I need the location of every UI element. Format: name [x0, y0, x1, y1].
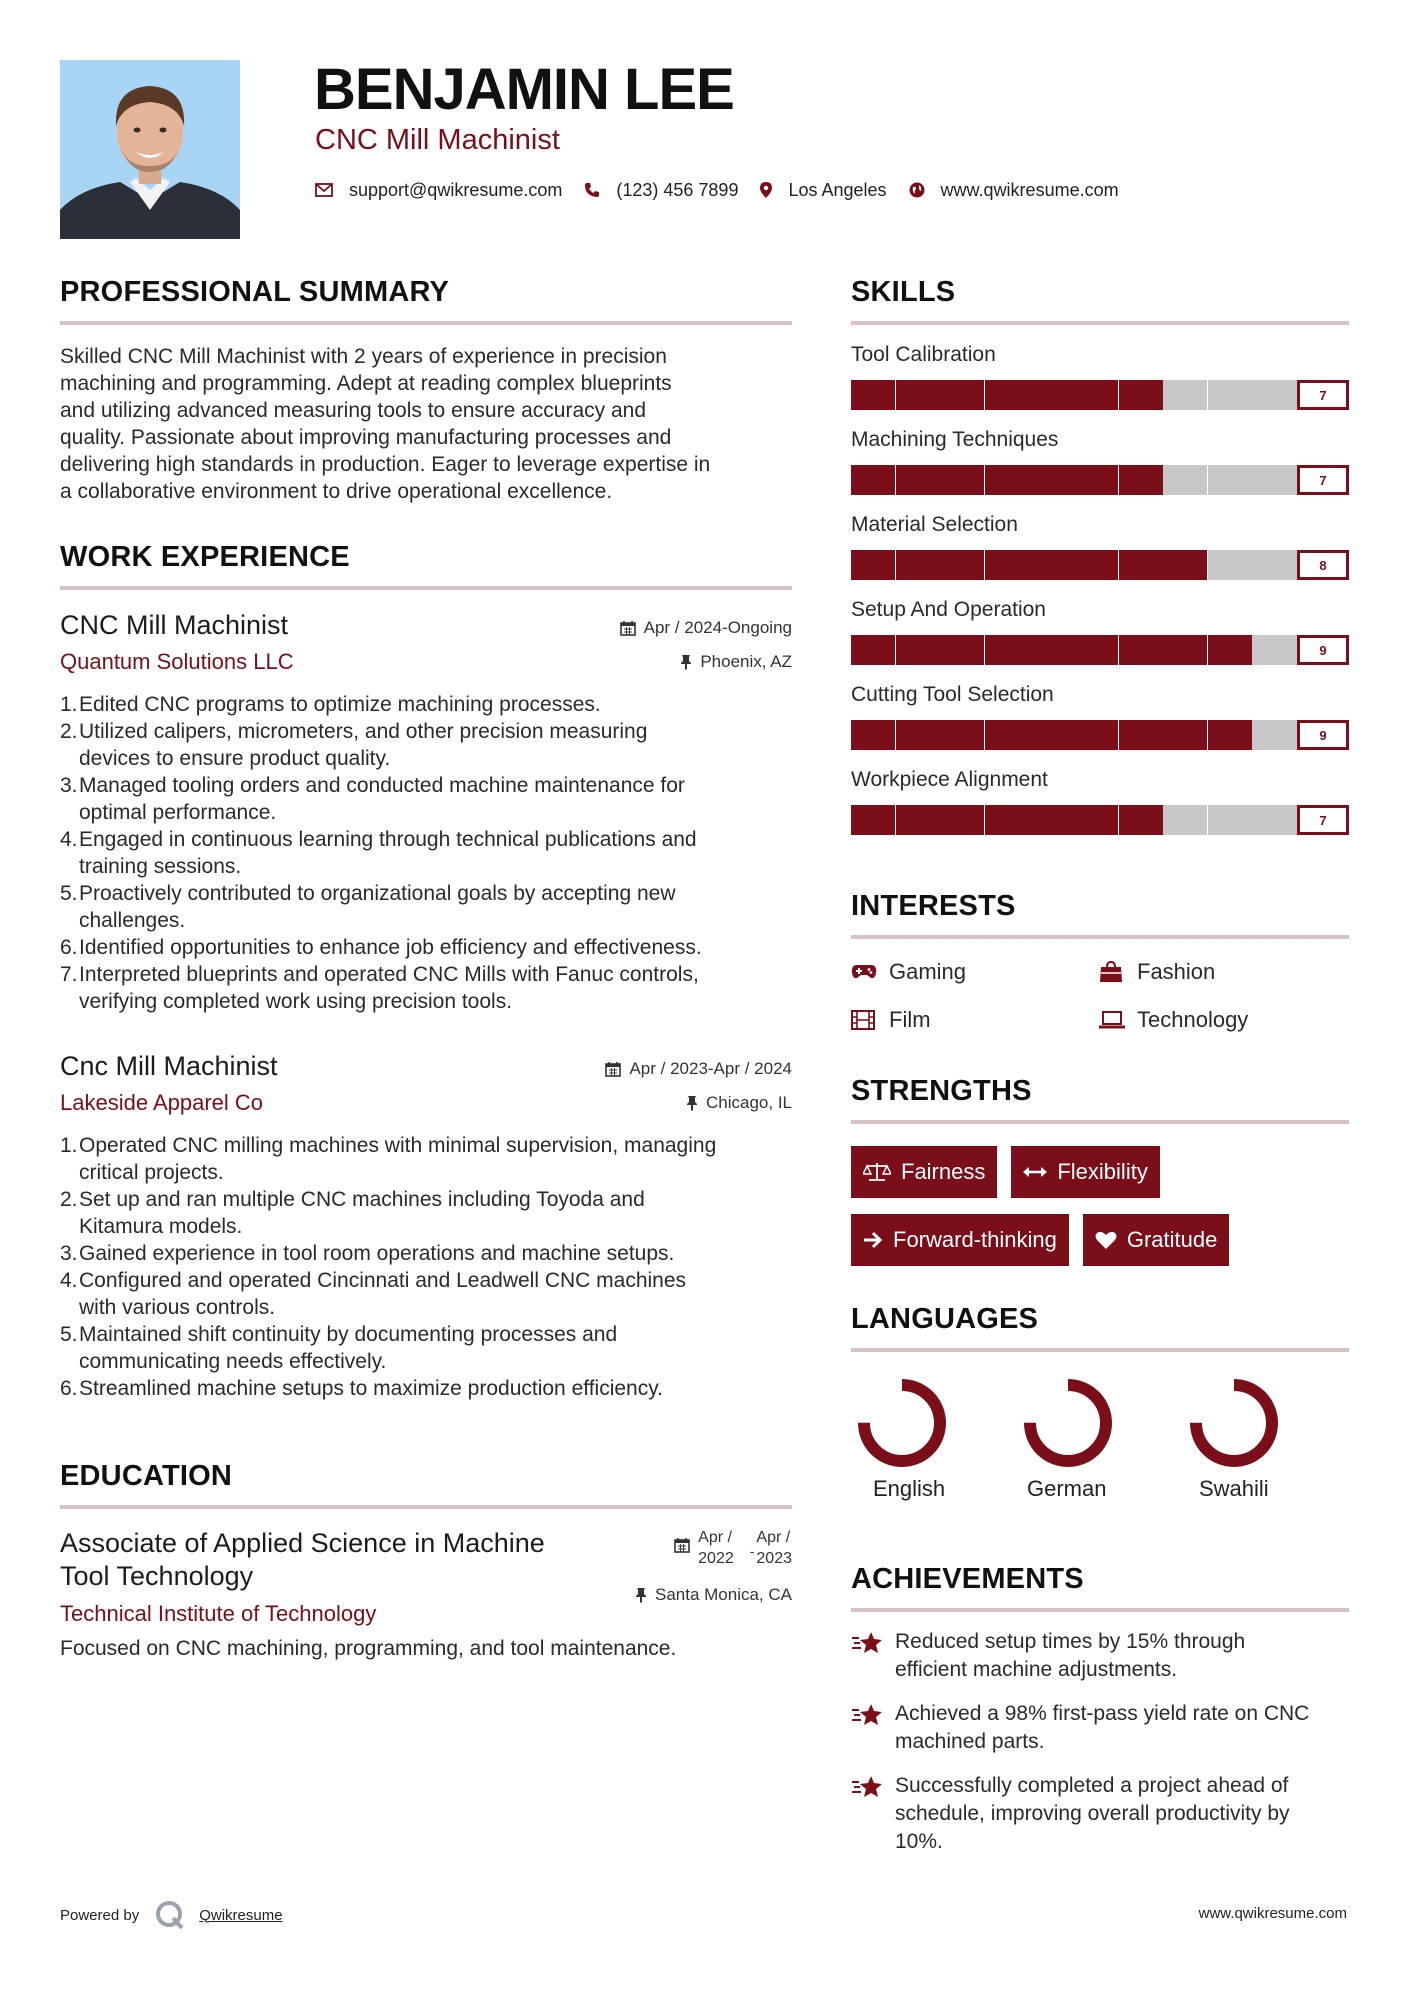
skill-segment-filled [940, 635, 984, 665]
skill-segment-empty [1252, 805, 1296, 835]
education-location [635, 1585, 792, 1605]
skill-segment-filled [851, 550, 895, 580]
heart-icon [1095, 1230, 1117, 1250]
strengths-heading: STRENGTHS [851, 1075, 1032, 1107]
experience-section [60, 541, 792, 1402]
email-text: support@qwikresume.com [349, 179, 563, 200]
skill-segment-filled [1029, 805, 1073, 835]
star-award-icon [851, 1700, 885, 1756]
skill-level-bar [851, 805, 1349, 835]
skill-segment-filled [1074, 635, 1118, 665]
language-level-arc [864, 1385, 940, 1461]
summary-line: machining and programming. Adept at reading complex blueprints [60, 372, 672, 395]
skill-segment-filled [896, 805, 940, 835]
skill-name: Workpiece Alignment [851, 768, 1048, 791]
list-item: challenges. [79, 909, 186, 932]
skill-segment-filled [1074, 465, 1118, 495]
job-dates-text: Apr / 2024-Ongoing [643, 618, 792, 637]
skill-segment-filled [896, 720, 940, 750]
interest-item [1099, 1007, 1349, 1033]
list-item: 3. Managed tooling orders and conducted machine maintenance for [60, 774, 685, 797]
end-year: 2023 [756, 1550, 792, 1567]
achievement-item [851, 1700, 1349, 1756]
list-item: 1. Operated CNC milling machines with minimal supervision, managing [60, 1134, 717, 1157]
section-divider [851, 1348, 1349, 1352]
footer-powered-by [60, 1900, 283, 1930]
skill-segment-empty [1163, 380, 1207, 410]
section-divider [851, 321, 1349, 325]
language-level-arc [1030, 1385, 1106, 1461]
skill-segment-filled [896, 635, 940, 665]
date-separator: - [749, 1543, 755, 1559]
strength-chip [851, 1146, 997, 1198]
skill-segment-empty [1252, 550, 1296, 580]
phone-icon [584, 182, 600, 198]
strength-chip [1011, 1146, 1159, 1198]
job-role: CNC Mill Machinist [60, 610, 289, 640]
strength-chip [851, 1214, 1069, 1266]
skill-segment-empty [1208, 465, 1252, 495]
start-year: 2022 [698, 1550, 734, 1567]
skill-segment-filled [985, 465, 1029, 495]
degree-title [60, 1527, 545, 1593]
shopping-bag-icon [1099, 961, 1127, 983]
skill-segment-empty [1252, 720, 1296, 750]
interest-label: Film [889, 1007, 931, 1032]
qwikresume-logo-icon [155, 1900, 185, 1930]
language-level-arc [1196, 1385, 1272, 1461]
list-item: devices to ensure product quality. [79, 747, 391, 770]
skill-segment-filled [1029, 380, 1073, 410]
end-month: Apr / [756, 1529, 791, 1546]
language-level-ring [1023, 1378, 1113, 1468]
location-text: Los Angeles [788, 179, 887, 200]
pushpin-icon [686, 1095, 698, 1111]
skill-segment-filled [985, 550, 1029, 580]
skill-segment-filled [1208, 635, 1252, 665]
skill-segment-filled [896, 550, 940, 580]
candidate-title: CNC Mill Machinist [315, 124, 560, 156]
achievement-line: efficient machine adjustments. [895, 1658, 1178, 1681]
strength-label: Forward-thinking [893, 1227, 1057, 1252]
job-dates-text: Apr / 2023-Apr / 2024 [629, 1059, 792, 1078]
skill-item [851, 343, 1349, 410]
job-dates [620, 618, 792, 638]
interest-label: Fashion [1137, 959, 1216, 984]
job-dates [605, 1059, 792, 1079]
section-divider [60, 586, 792, 590]
list-item: 6. Streamlined machine setups to maximize production efficiency. [60, 1377, 664, 1400]
interest-item [851, 1007, 1099, 1033]
list-item: communicating needs effectively. [79, 1350, 387, 1373]
skill-item [851, 598, 1349, 665]
interest-label: Technology [1137, 1007, 1249, 1032]
job-company: Quantum Solutions LLC [60, 649, 294, 674]
skill-segment-filled [1119, 465, 1163, 495]
skills-section [851, 276, 1349, 835]
strength-label: Flexibility [1057, 1159, 1148, 1184]
skill-level-bar [851, 380, 1349, 410]
language-level-ring [857, 1378, 947, 1468]
skill-segment-filled [1163, 635, 1207, 665]
language-item [851, 1378, 1017, 1502]
interest-item [1099, 959, 1349, 985]
gamepad-icon [851, 964, 879, 980]
job-role: Cnc Mill Machinist [60, 1051, 278, 1081]
arrow-right-icon [863, 1231, 883, 1249]
globe-icon [909, 182, 925, 198]
list-item: 1. Edited CNC programs to optimize machining processes. [60, 693, 601, 716]
languages-list [851, 1378, 1349, 1502]
phone-text: (123) 456 7899 [616, 179, 739, 200]
contact-phone[interactable] [584, 180, 738, 201]
profile-photo [60, 60, 240, 239]
skill-level-bar [851, 550, 1349, 580]
skill-segment-filled [1119, 550, 1163, 580]
footer-website-link[interactable]: www.qwikresume.com [1198, 1905, 1347, 1922]
language-item [1017, 1378, 1183, 1502]
summary-heading: PROFESSIONAL SUMMARY [60, 276, 450, 308]
skill-segment-filled [1029, 465, 1073, 495]
interests-list [851, 959, 1349, 1033]
job-bullets [60, 1132, 792, 1402]
skill-level-badge: 8 [1297, 550, 1349, 580]
list-item: 5. Maintained shift continuity by documenting processes and [60, 1323, 618, 1346]
job-company: Lakeside Apparel Co [60, 1090, 264, 1115]
website-text: www.qwikresume.com [940, 179, 1119, 200]
list-item: Kitamura models. [79, 1215, 243, 1238]
skill-segment-filled [1208, 720, 1252, 750]
languages-heading: LANGUAGES [851, 1303, 1039, 1335]
skill-segment-filled [985, 380, 1029, 410]
achievement-item [851, 1628, 1349, 1684]
star-award-icon [851, 1772, 885, 1856]
interest-item [851, 959, 1099, 985]
skill-segment-filled [940, 720, 984, 750]
film-icon [851, 1010, 879, 1030]
strength-label: Gratitude [1126, 1227, 1218, 1252]
skill-item [851, 683, 1349, 750]
star-award-icon [851, 1628, 885, 1684]
education-heading: EDUCATION [60, 1460, 233, 1492]
skill-segment-filled [896, 380, 940, 410]
summary-text [60, 343, 792, 505]
list-item: with various controls. [79, 1296, 276, 1319]
skill-segment-empty [1163, 465, 1207, 495]
skill-segment-empty [1208, 805, 1252, 835]
skill-level-badge: 7 [1297, 380, 1349, 410]
skill-segment-empty [1208, 550, 1252, 580]
skill-name: Machining Techniques [851, 428, 1059, 451]
education-section [60, 1460, 792, 1662]
skill-level-badge: 9 [1297, 635, 1349, 665]
skill-segment-filled [1119, 805, 1163, 835]
skill-segment-filled [1163, 720, 1207, 750]
languages-section [851, 1303, 1349, 1502]
contact-email[interactable] [315, 180, 562, 201]
skill-segment-filled [940, 465, 984, 495]
skill-segment-empty [1252, 465, 1296, 495]
school-name: Technical Institute of Technology [60, 1601, 377, 1626]
education-dates [635, 1527, 792, 1569]
skill-segment-filled [1119, 720, 1163, 750]
summary-line: and utilizing advanced measuring tools to ensure accuracy and [60, 399, 647, 422]
strengths-list [851, 1146, 1349, 1282]
skill-segment-filled [940, 380, 984, 410]
achievement-line: 10%. [895, 1830, 943, 1853]
education-description: Focused on CNC machining, programming, and tool maintenance. [60, 1637, 677, 1660]
achievements-section [851, 1563, 1349, 1856]
skill-segment-filled [985, 720, 1029, 750]
achievement-line: machined parts. [895, 1730, 1045, 1753]
skill-segment-empty [1252, 380, 1296, 410]
skill-level-bar [851, 635, 1349, 665]
laptop-icon [1099, 1011, 1127, 1029]
list-item: critical projects. [79, 1161, 224, 1184]
job-location-text: Phoenix, AZ [700, 652, 792, 671]
interest-label: Gaming [889, 959, 967, 984]
person-silhouette-icon [60, 60, 240, 239]
powered-by-text: Powered by [60, 1906, 140, 1924]
skills-heading: SKILLS [851, 276, 956, 308]
skill-segment-filled [851, 635, 895, 665]
skill-segment-filled [851, 805, 895, 835]
contact-website[interactable] [909, 180, 1119, 201]
candidate-name: BENJAMIN LEE [314, 57, 734, 122]
skill-segment-filled [1029, 720, 1073, 750]
list-item: 7. Interpreted blueprints and operated CNC Mills with Fanuc controls, [60, 963, 699, 986]
achievement-line: Achieved a 98% first-pass yield rate on CNC [895, 1702, 1310, 1725]
section-divider [851, 1608, 1349, 1612]
contact-bar [315, 176, 1141, 204]
experience-heading: WORK EXPERIENCE [60, 541, 350, 573]
list-item: verifying completed work using precision tools. [79, 990, 513, 1013]
skill-segment-filled [851, 380, 895, 410]
skill-segment-filled [1163, 550, 1207, 580]
section-divider [60, 321, 792, 325]
section-divider [851, 935, 1349, 939]
language-name: German [1027, 1476, 1107, 1501]
arrows-horizontal-icon [1023, 1165, 1047, 1179]
interests-heading: INTERESTS [851, 890, 1016, 922]
skill-segment-filled [851, 465, 895, 495]
skill-item [851, 768, 1349, 835]
calendar-icon [620, 620, 636, 636]
job-location-text: Chicago, IL [706, 1093, 792, 1112]
summary-line: delivering high standards in production. Eager to leverage expertise in [60, 453, 711, 476]
pushpin-icon [680, 654, 692, 670]
qwikresume-link[interactable]: Qwikresume [199, 1906, 283, 1924]
skill-segment-filled [1074, 550, 1118, 580]
list-item: optimal performance. [79, 801, 277, 824]
skill-segment-empty [1252, 635, 1296, 665]
language-name: Swahili [1199, 1476, 1269, 1501]
skill-level-badge: 7 [1297, 805, 1349, 835]
list-item: 2. Utilized calipers, micrometers, and other precision measuring [60, 720, 648, 743]
degree-line: Tool Technology [60, 1561, 254, 1591]
skill-segment-filled [1074, 805, 1118, 835]
envelope-icon [315, 183, 333, 197]
skill-segment-filled [851, 720, 895, 750]
start-month: Apr / [698, 1529, 732, 1546]
contact-location [760, 180, 886, 201]
skill-level-badge: 9 [1297, 720, 1349, 750]
skill-item [851, 428, 1349, 495]
job-location [620, 652, 792, 672]
skill-level-badge: 7 [1297, 465, 1349, 495]
degree-line: Associate of Applied Science in Machine [60, 1528, 545, 1558]
achievement-line: Reduced setup times by 15% through [895, 1630, 1246, 1653]
calendar-icon [605, 1061, 621, 1077]
achievement-line: Successfully completed a project ahead of [895, 1774, 1289, 1797]
strengths-section [851, 1075, 1349, 1282]
skill-level-bar [851, 720, 1349, 750]
skill-name: Cutting Tool Selection [851, 683, 1054, 706]
skill-segment-filled [1119, 380, 1163, 410]
skill-name: Tool Calibration [851, 343, 996, 366]
list-item: 3. Gained experience in tool room operations and machine setups. [60, 1242, 675, 1265]
section-divider [60, 1505, 792, 1509]
language-name: English [873, 1476, 946, 1501]
skill-segment-filled [985, 805, 1029, 835]
job-entry [60, 1051, 792, 1402]
calendar-icon [674, 1537, 690, 1553]
skill-level-bar [851, 465, 1349, 495]
map-pin-icon [760, 182, 772, 198]
skill-segment-filled [896, 465, 940, 495]
summary-line: quality. Passionate about improving manufacturing processes and [60, 426, 672, 449]
skill-name: Material Selection [851, 513, 1018, 536]
skill-segment-filled [1029, 635, 1073, 665]
skill-segment-filled [940, 550, 984, 580]
achievement-line: schedule, improving overall productivity by [895, 1802, 1290, 1825]
list-item: 5. Proactively contributed to organizational goals by accepting new [60, 882, 676, 905]
list-item: 4. Configured and operated Cincinnati and Leadwell CNC machines [60, 1269, 687, 1292]
section-divider [851, 1120, 1349, 1124]
achievements-heading: ACHIEVEMENTS [851, 1563, 1084, 1595]
skill-segment-filled [1119, 635, 1163, 665]
job-bullets [60, 691, 792, 1015]
scale-icon [863, 1162, 891, 1182]
skill-segment-empty [1208, 380, 1252, 410]
skill-segment-filled [1074, 380, 1118, 410]
summary-section [60, 276, 792, 505]
skills-list [851, 343, 1349, 835]
strength-label: Fairness [901, 1159, 986, 1184]
skill-segment-filled [1029, 550, 1073, 580]
skill-segment-empty [1163, 805, 1207, 835]
interests-section [851, 890, 1349, 1033]
strength-chip [1083, 1214, 1230, 1266]
skill-item [851, 513, 1349, 580]
education-location-text: Santa Monica, CA [654, 1585, 792, 1604]
list-item: 4. Engaged in continuous learning through technical publications and [60, 828, 697, 851]
job-location [605, 1093, 792, 1113]
list-item: training sessions. [79, 855, 242, 878]
achievement-item [851, 1772, 1349, 1856]
list-item: 2. Set up and ran multiple CNC machines including Toyoda and [60, 1188, 645, 1211]
language-item [1183, 1378, 1349, 1502]
summary-line: Skilled CNC Mill Machinist with 2 years of experience in precision [60, 345, 667, 368]
skill-segment-filled [940, 805, 984, 835]
skill-name: Setup And Operation [851, 598, 1046, 621]
job-entry [60, 610, 792, 1015]
list-item: 6. Identified opportunities to enhance job efficiency and effectiveness. [60, 936, 702, 959]
pushpin-icon [635, 1587, 647, 1603]
skill-segment-filled [1074, 720, 1118, 750]
summary-line: a collaborative environment to drive operational excellence. [60, 480, 613, 503]
skill-segment-filled [985, 635, 1029, 665]
language-level-ring [1189, 1378, 1279, 1468]
